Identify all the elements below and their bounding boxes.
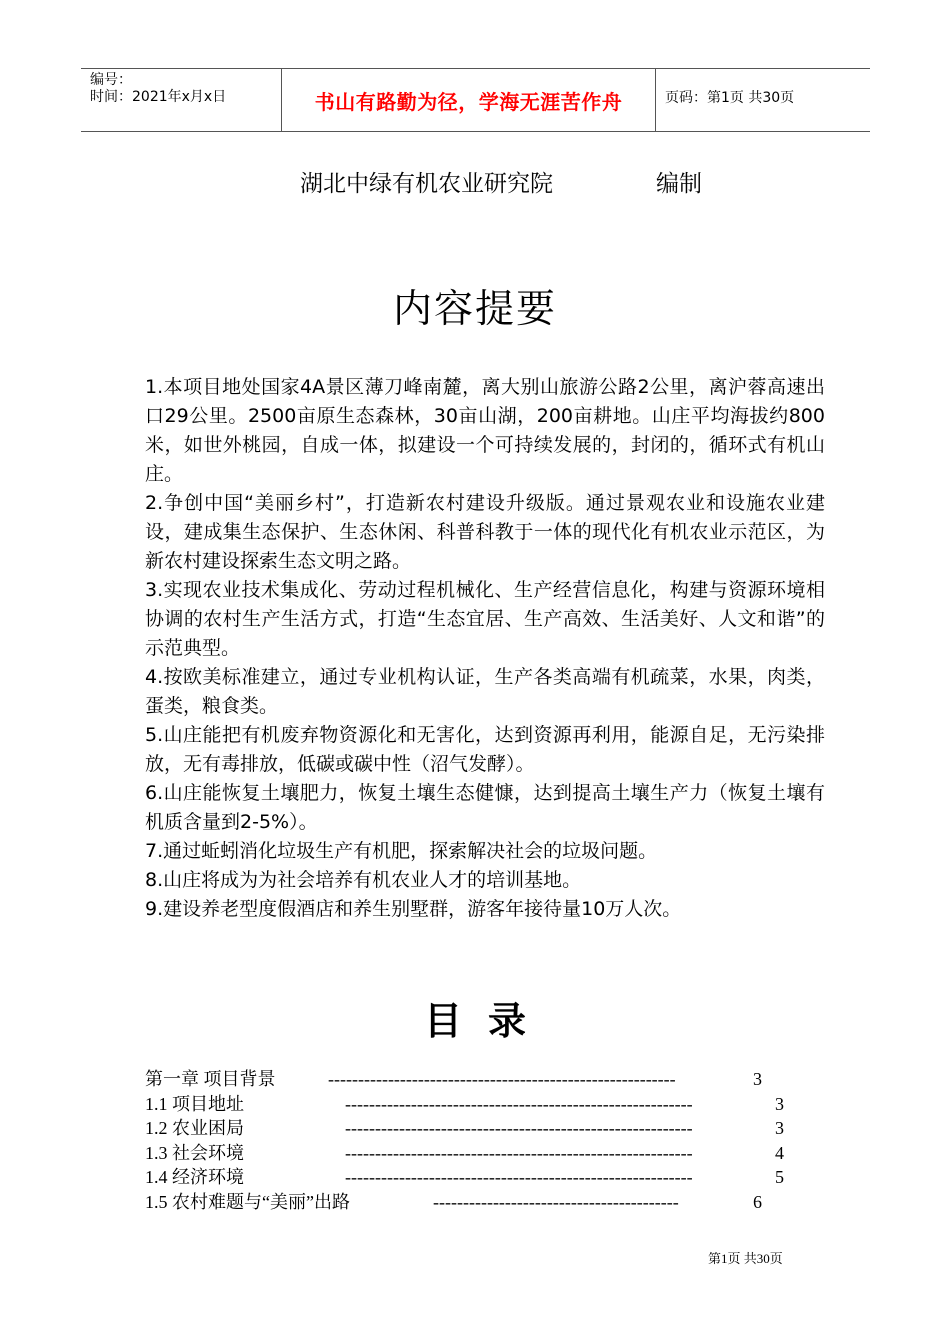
toc-entry[interactable] xyxy=(145,1116,805,1141)
header-motto-cell xyxy=(281,69,656,131)
toc-entry[interactable] xyxy=(145,1165,805,1190)
time-label: 时间：2021年x月x日 xyxy=(90,89,227,105)
toc-entry-label: 1.3 社会环境 xyxy=(145,1142,244,1163)
toc-page-number: 3 xyxy=(753,1069,762,1089)
summary-item: 4.按欧美标准建立，通过专业机构认证，生产各类高端有机疏菜，水果，肉类，蛋类，粮食类。 xyxy=(145,666,825,717)
summary-item: 1.本项目地处国家4A景区薄刀峰南麓，离大别山旅游公路2公里，离沪蓉高速出口29公里。2500亩原生态森林，30亩山湖，200亩耕地。山庄平均海拔约800米，如世外桃园，自成一体，拟建设一个可持续发展的，封闭的，循环式有机山庄。 xyxy=(145,376,825,485)
toc-leader: ---------------------------------------------------------- xyxy=(345,1093,693,1114)
organization-name: 湖北中绿有机农业研究院 xyxy=(300,171,553,197)
summary-title: 内容提要 xyxy=(392,287,557,332)
header-table xyxy=(81,68,870,132)
toc-leader: ---------------------------------------------------------- xyxy=(345,1142,693,1163)
number-label: 编号： xyxy=(90,72,132,88)
summary-item: 8.山庄将成为为社会培养有机农业人才的培训基地。 xyxy=(145,869,582,891)
header-meta-cell xyxy=(81,69,281,131)
summary-item: 3.实现农业技术集成化、劳动过程机械化、生产经营信息化，构建与资源环境相协调的农村生产生活方式，打造“生态宜居、生产高效、生活美好、人文和谐”的示范典型。 xyxy=(145,579,825,659)
toc-entry-label: 1.4 经济环境 xyxy=(145,1167,244,1187)
toc-page-number: 3 xyxy=(775,1093,784,1114)
toc-leader: ----------------------------------------- xyxy=(433,1191,679,1212)
summary-item: 2.争创中国“美丽乡村”，打造新农村建设升级版。通过景观农业和设施农业建设，建成集生态保护、生态休闲、科普科教于一体的现代化有机农业示范区，为新农村建设探索生态文明之路。 xyxy=(145,492,825,572)
toc-entry-label: 1.2 农业困局 xyxy=(145,1118,244,1138)
header-page-label: 页码：第1页 共30页 xyxy=(665,90,795,106)
toc-page-number: 3 xyxy=(775,1118,784,1138)
edit-label: 编制 xyxy=(656,171,702,197)
header-page-cell xyxy=(655,69,870,131)
toc-entry-label: 1.1 项目地址 xyxy=(145,1093,244,1114)
toc-leader: ---------------------------------------------------------- xyxy=(345,1118,693,1138)
toc-entry[interactable] xyxy=(145,1190,805,1215)
toc-page-number: 4 xyxy=(775,1142,784,1163)
toc-page-number: 6 xyxy=(753,1191,762,1212)
table-of-contents xyxy=(145,1067,805,1214)
toc-leader: ---------------------------------------------------------- xyxy=(328,1069,676,1089)
motto: 书山有路勤为径，学海无涯苦作舟 xyxy=(314,90,623,114)
summary-body xyxy=(145,373,825,924)
toc-title: 目录 xyxy=(423,998,552,1043)
toc-entry[interactable] xyxy=(145,1092,805,1117)
toc-leader: ---------------------------------------------------------- xyxy=(345,1167,693,1187)
toc-page-number: 5 xyxy=(775,1167,784,1187)
summary-item: 7.通过蚯蚓消化垃圾生产有机肥，探索解决社会的垃圾问题。 xyxy=(145,840,658,862)
toc-entry-label: 1.5 农村难题与“美丽”出路 xyxy=(145,1191,350,1212)
footer-page-label: 第1页 共30页 xyxy=(708,1251,783,1266)
summary-item: 6.山庄能恢复土壤肥力，恢复土壤生态健慷，达到提高土壤生产力（恢复土壤有机质含量到2-5%）。 xyxy=(145,782,825,833)
toc-entry[interactable] xyxy=(145,1067,805,1092)
toc-entry-label: 第一章 项目背景 xyxy=(145,1069,276,1089)
toc-entry[interactable] xyxy=(145,1141,805,1166)
summary-item: 5.山庄能把有机废弃物资源化和无害化，达到资源再利用，能源自足，无污染排放，无有毒排放，低碳或碳中性（沼气发酵）。 xyxy=(145,724,825,775)
summary-item: 9.建设养老型度假酒店和养生别墅群，游客年接待量10万人次。 xyxy=(145,898,682,920)
